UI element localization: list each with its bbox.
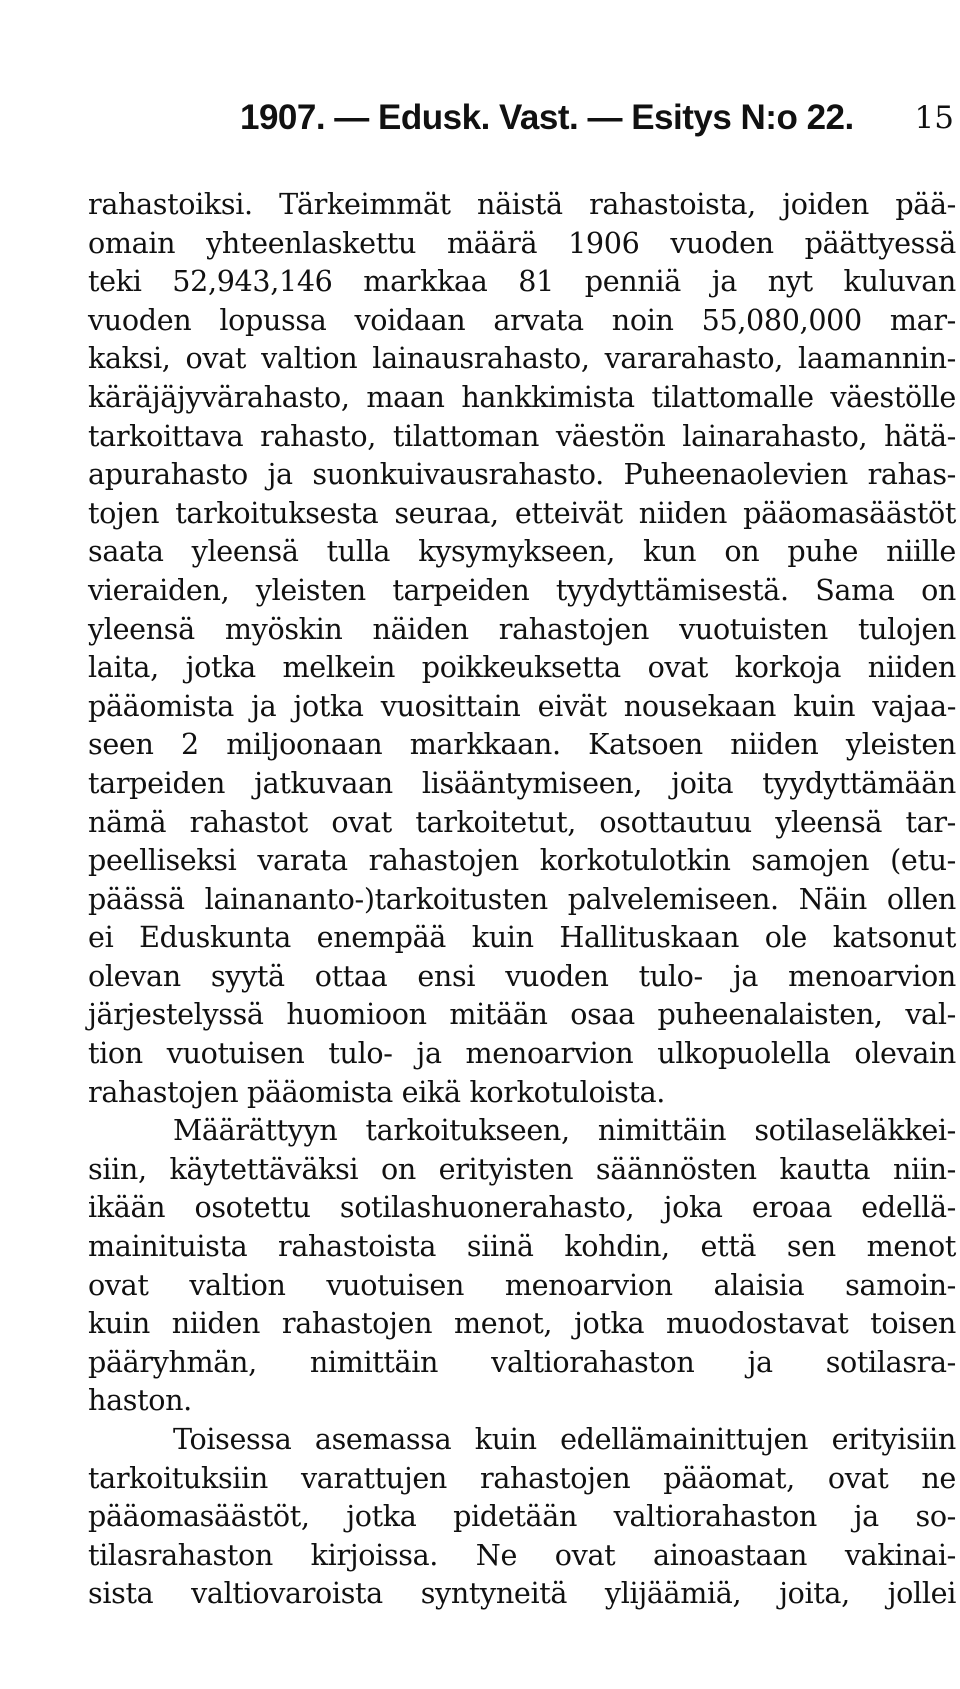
paragraph-end-line: haston.	[88, 1383, 192, 1418]
text-line: ovat valtion vuotuisen menoarvion alaisia samoin-	[88, 1267, 956, 1302]
text-line: tilasrahaston kirjoissa. Ne ovat ainoastaan vakinai-	[88, 1537, 956, 1572]
text-line: vieraiden, yleisten tarpeiden tyydyttämisestä. Sama on	[88, 572, 956, 607]
text-line: tarpeiden jatkuvaan lisääntymiseen, joita tyydyttämään	[88, 765, 956, 800]
text-line: nämä rahastot ovat tarkoitetut, osottautuu yleensä tar-	[88, 804, 956, 839]
text-line: omain yhteenlaskettu määrä 1906 vuoden päättyessä	[88, 225, 956, 260]
text-line: pääomasäästöt, jotka pidetään valtiorahaston ja so-	[88, 1499, 956, 1534]
text-line: tarkoittava rahasto, tilattoman väestön lainarahasto, hätä-	[88, 418, 956, 453]
text-line: peelliseksi varata rahastojen korkotulotkin samojen (etu-	[88, 843, 956, 878]
text-line: vuoden lopussa voidaan arvata noin 55,080,000 mar-	[88, 302, 956, 337]
running-title: 1907. — Edusk. Vast. — Esitys N:o 22.	[240, 98, 854, 137]
body-text	[88, 185, 956, 1613]
text-line: tion vuotuisen tulo- ja menoarvion ulkopuolella olevain	[88, 1036, 956, 1071]
text-line: seen 2 miljoonaan markkaan. Katsoen niiden yleisten	[88, 727, 956, 762]
paragraph-start-line: Määrättyyn tarkoitukseen, nimittäin sotilaseläkkei-	[173, 1113, 956, 1148]
text-line: mainituista rahastoista siinä kohdin, että sen menot	[88, 1229, 956, 1264]
text-line: kuin niiden rahastojen menot, jotka muodostavat toisen	[88, 1306, 956, 1341]
text-line: laita, jotka melkein poikkeuksetta ovat korkoja niiden	[88, 650, 956, 685]
text-line: kaksi, ovat valtion lainausrahasto, vararahasto, laamannin-	[88, 341, 956, 376]
text-line: päässä lainananto-)tarkoitusten palvelemiseen. Näin ollen	[88, 881, 956, 916]
text-line: ei Eduskunta enempää kuin Hallituskaan ole katsonut	[88, 920, 956, 955]
text-line: käräjäjyvärahasto, maan hankkimista tilattomalle väestölle	[88, 379, 956, 414]
page-header	[90, 98, 954, 148]
text-line: olevan syytä ottaa ensi vuoden tulo- ja menoarvion	[88, 958, 956, 993]
text-line: sista valtiovaroista syntyneitä ylijäämiä, joita, jollei	[88, 1576, 956, 1611]
page-number: 15	[914, 100, 954, 136]
text-line: yleensä myöskin näiden rahastojen vuotuisten tulojen	[88, 611, 956, 646]
paragraph-start-line: Toisessa asemassa kuin edellämainittujen erityisiin	[173, 1422, 956, 1456]
text-line: tarkoituksiin varattujen rahastojen pääomat, ovat ne	[88, 1460, 956, 1495]
text-line: siin, käytettäväksi on erityisten säännösten kautta niin-	[88, 1151, 956, 1186]
text-line: tojen tarkoituksesta seuraa, etteivät niiden pääomasäästöt	[88, 495, 956, 530]
paragraph-end-line: rahastojen pääomista eikä korkotuloista.	[88, 1074, 666, 1109]
text-line: saata yleensä tulla kysymykseen, kun on puhe niille	[88, 534, 956, 569]
text-line: apurahasto ja suonkuivausrahasto. Puheenaolevien rahas-	[88, 457, 956, 492]
text-line: pääomista ja jotka vuosittain eivät nousekaan kuin vajaa-	[88, 688, 956, 723]
text-line: rahastoiksi. Tärkeimmät näistä rahastoista, joiden pää-	[88, 187, 956, 221]
text-line: teki 52,943,146 markkaa 81 penniä ja nyt kuluvan	[88, 264, 956, 299]
text-line: pääryhmän, nimittäin valtiorahaston ja sotilasra-	[88, 1344, 956, 1379]
text-line: ikään osotettu sotilashuonerahasto, joka eroaa edellä-	[88, 1190, 956, 1225]
text-line: järjestelyssä huomioon mitään osaa puheenalaisten, val-	[88, 997, 956, 1032]
